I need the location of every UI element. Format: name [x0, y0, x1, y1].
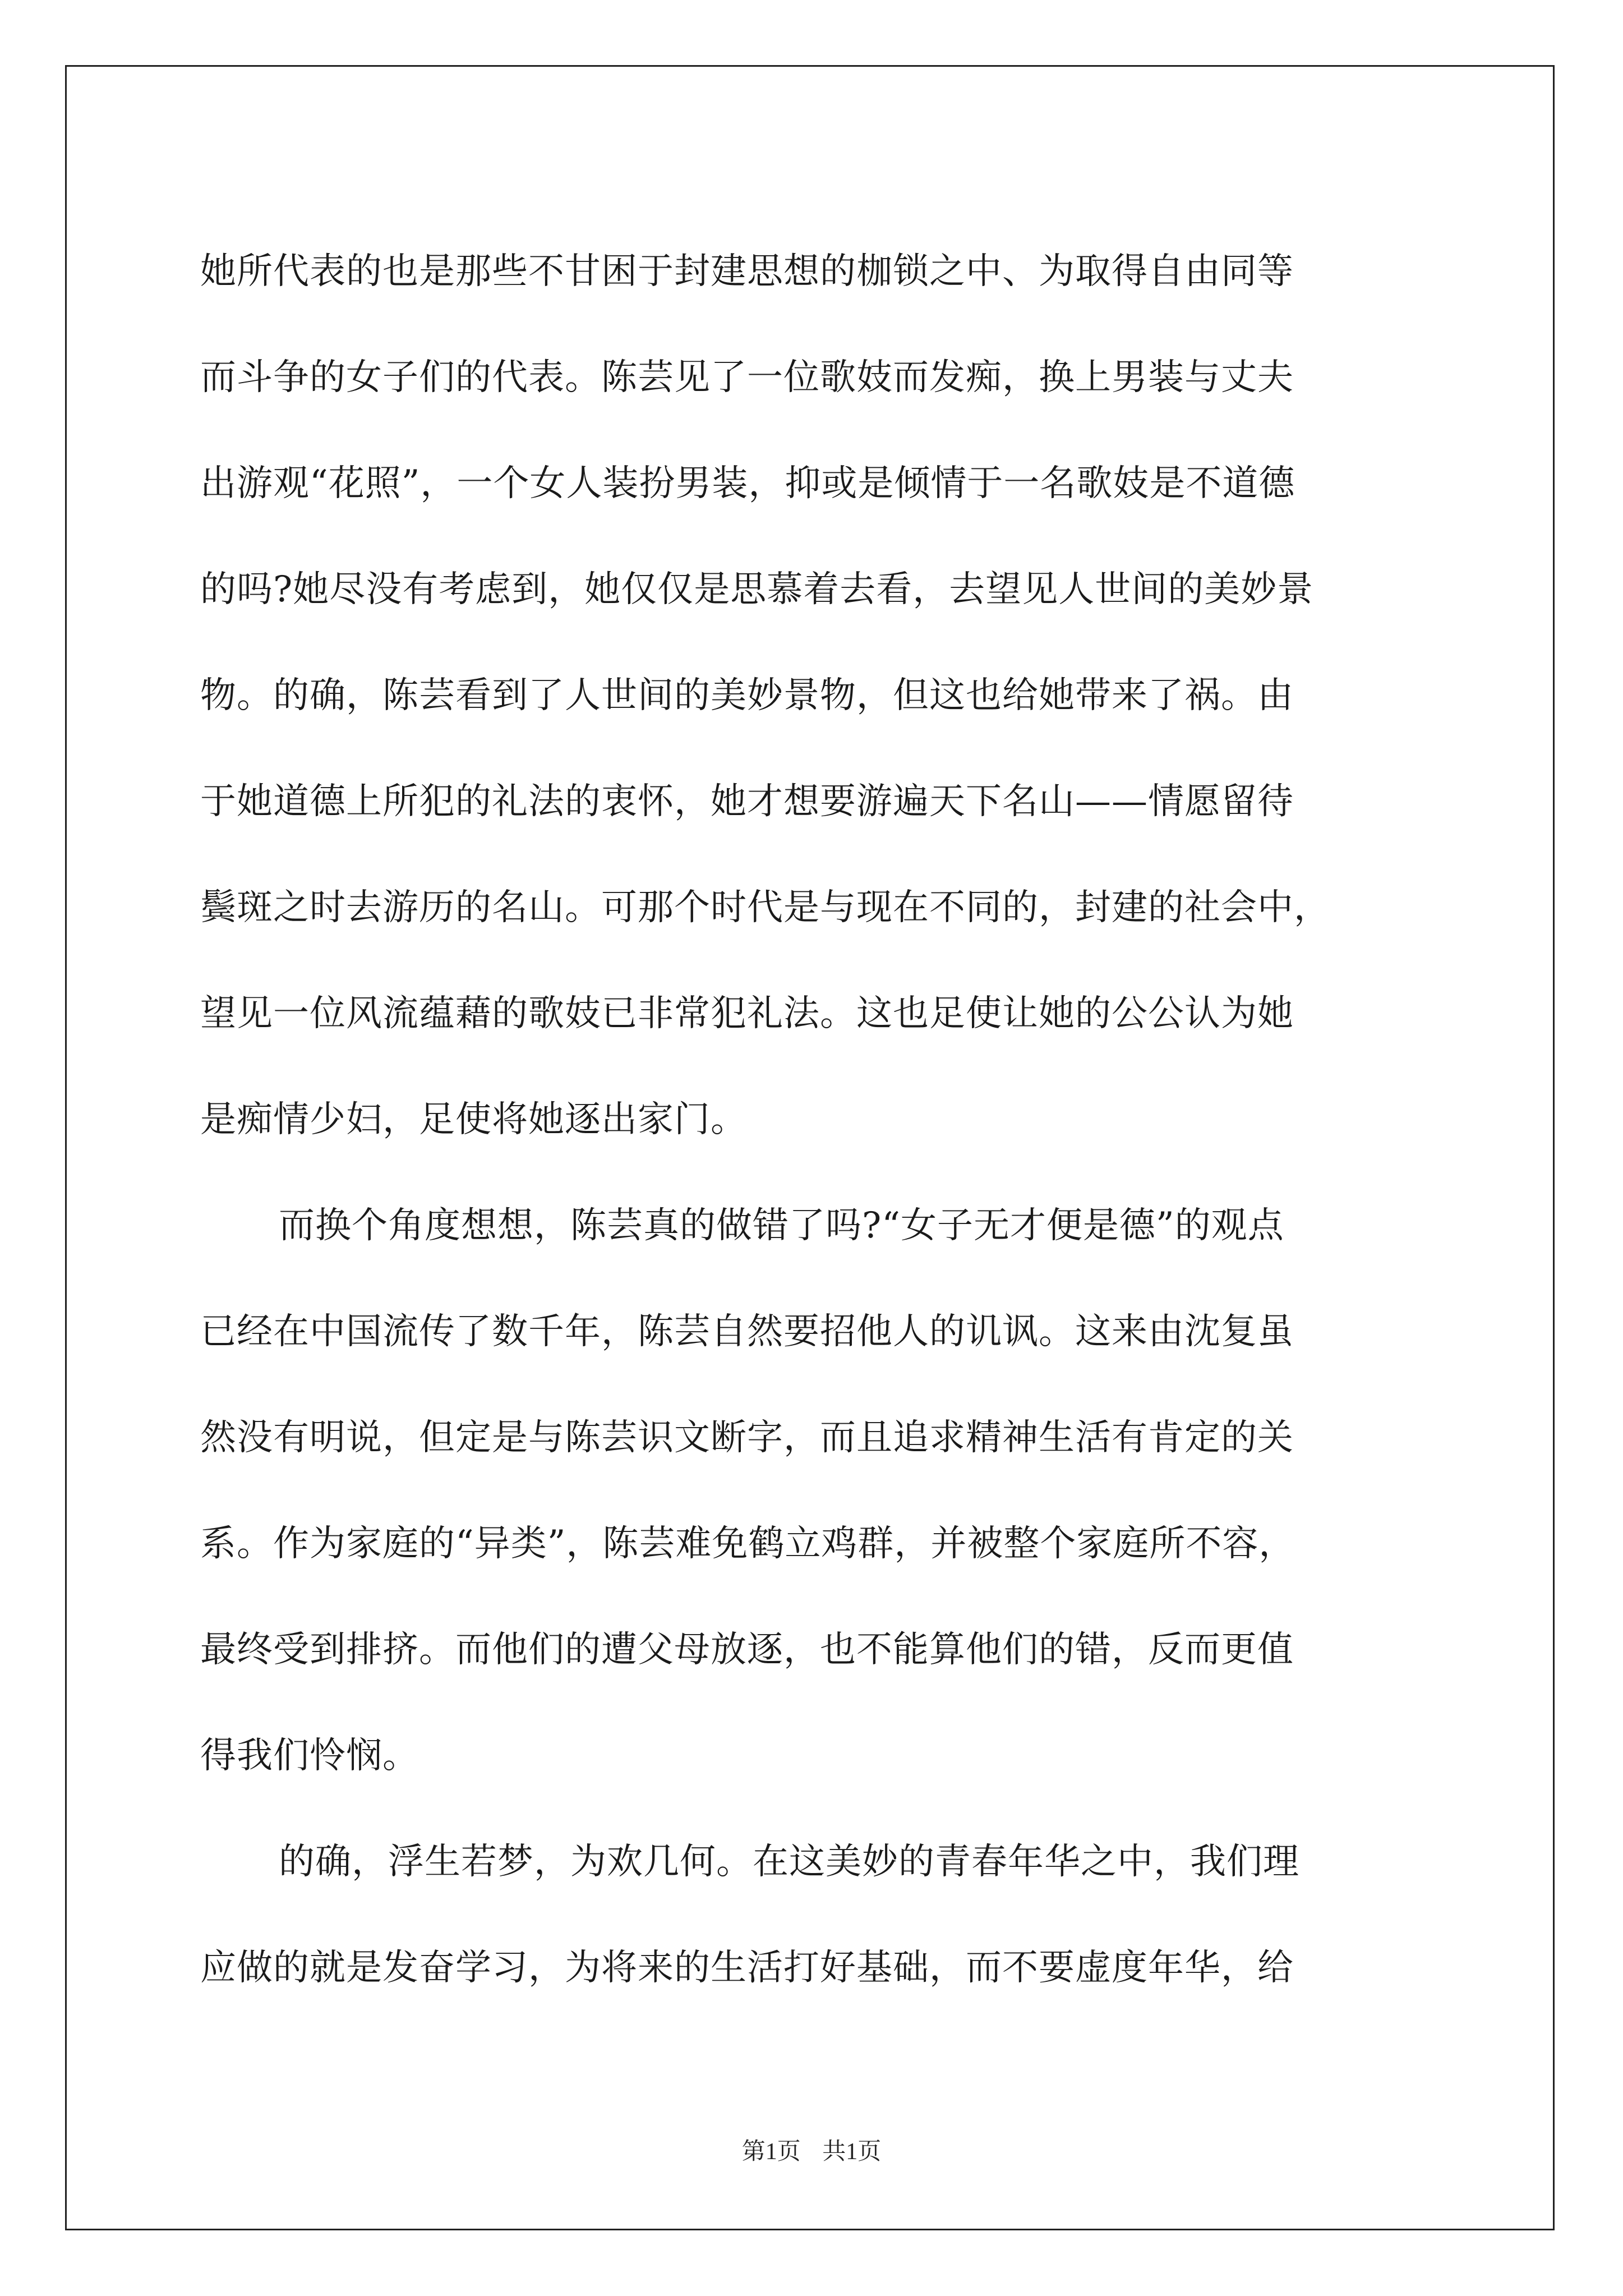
text-line: 她所代表的也是那些不甘困于封建思想的枷锁之中、为取得自由同等 — [200, 251, 1294, 292]
text-line: 鬓斑之时去游历的名山。可那个时代是与现在不同的，封建的社会中， — [200, 887, 1330, 928]
text-line: 应做的就是发奋学习，为将来的生活打好基础，而不要虚度年华，给 — [200, 1947, 1294, 1989]
text-line: 出游观“花照”，一个女人装扮男装，抑或是倾情于一名歌妓是不道德 — [200, 463, 1295, 504]
text-line: 的确，浮生若梦，为欢几何。在这美妙的青春年华之中，我们理 — [279, 1841, 1299, 1883]
document-body — [200, 219, 1428, 2021]
page-number-current: 第1页 — [741, 2139, 801, 2165]
paragraph-3 — [200, 1809, 1428, 2021]
text-line: 已经在中国流传了数千年，陈芸自然要招他人的讥讽。这来由沈复虽 — [200, 1311, 1294, 1352]
paragraph-1 — [200, 219, 1428, 1173]
text-line: 最终受到排挤。而他们的遭父母放逐，也不能算他们的错，反而更值 — [200, 1629, 1294, 1671]
text-line: 而换个角度想想，陈芸真的做错了吗?“女子无才便是德”的观点 — [279, 1205, 1284, 1246]
text-line: 望见一位风流蕴藉的歌妓已非常犯礼法。这也足使让她的公公认为她 — [200, 993, 1294, 1034]
text-line: 于她道德上所犯的礼法的衷怀，她才想要游遍天下名山——情愿留待 — [200, 781, 1294, 822]
paragraph-2 — [200, 1173, 1428, 1809]
page-footer — [0, 2133, 1623, 2166]
text-line: 然没有明说，但定是与陈芸识文断字，而且追求精神生活有肯定的关 — [200, 1417, 1294, 1458]
page-number-total: 共1页 — [822, 2139, 882, 2165]
text-line: 的吗?她尽没有考虑到，她仅仅是思慕着去看，去望见人世间的美妙景 — [200, 569, 1314, 610]
text-line: 得我们怜悯。 — [200, 1735, 419, 1777]
text-line: 物。的确，陈芸看到了人世间的美妙景物，但这也给她带来了祸。由 — [200, 675, 1294, 716]
text-line: 系。作为家庭的“异类”，陈芸难免鹤立鸡群，并被整个家庭所不容， — [200, 1523, 1295, 1565]
text-line: 而斗争的女子们的代表。陈芸见了一位歌妓而发痴，换上男装与丈夫 — [200, 357, 1294, 398]
text-line: 是痴情少妇，足使将她逐出家门。 — [200, 1099, 747, 1140]
